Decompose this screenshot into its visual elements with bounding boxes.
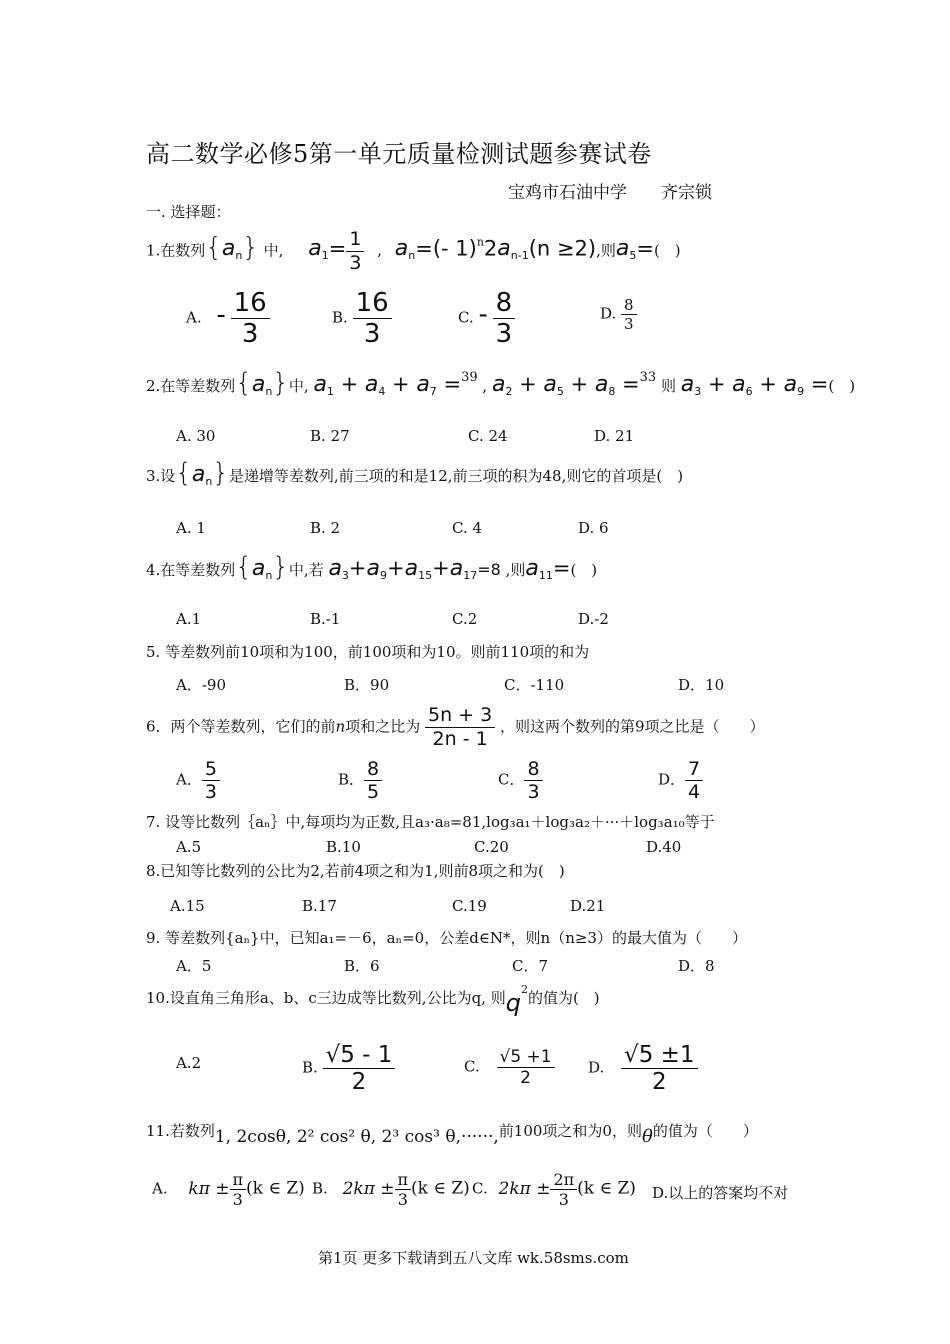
- q5-option-c: C．-110: [504, 676, 565, 694]
- q9-option-d: D．8: [678, 957, 715, 975]
- q3-option-d: D. 6: [578, 519, 609, 537]
- q1-option-b: B. $\frac{16}{3}$: [332, 288, 392, 349]
- q4-option-a: A.1: [176, 610, 202, 628]
- q7-option-a: A.5: [176, 838, 202, 856]
- q11-option-b: B. 2kπ ± $\frac{\pi}{3}$ (k ∈ Z): [312, 1170, 470, 1209]
- q7-option-c: C.20: [474, 838, 509, 856]
- question-10: 10.设直角三角形a、b、c三边成等比数列,公比为q, 则$q^2$的值为( ): [146, 983, 600, 1017]
- q4-option-c: C.2: [452, 610, 478, 628]
- q11-option-d: D.以上的答案均不对: [652, 1184, 789, 1202]
- q11-option-a: A. kπ ± $\frac{\pi}{3}$ (k ∈ Z): [152, 1170, 305, 1209]
- q5-option-d: D．10: [678, 676, 725, 694]
- question-5: 5. 等差数列前10项和为100，前100项和为10。则前110项的和为: [146, 643, 590, 661]
- q8-option-d: D.21: [570, 897, 606, 915]
- question-3: 3.设$\{a_n\}$是递增等差数列,前三项的和是12,前三项的积为48,则它的首项是( ): [146, 458, 684, 488]
- q2-option-b: B. 27: [310, 427, 350, 445]
- author-line: 宝鸡市石油中学 齐宗锁: [508, 183, 712, 203]
- q5-option-a: A．-90: [176, 676, 226, 694]
- q7-option-b: B.10: [326, 838, 361, 856]
- q3-option-a: A. 1: [176, 519, 206, 537]
- q2-option-a: A. 30: [176, 427, 216, 445]
- question-4: 4.在等差数列$\{a_n\}$中,若 $a_3+a_9+a_{15}+a_{17}=8$ ,则$a_{11}=$( ): [146, 552, 598, 582]
- section-heading: 一. 选择题：: [146, 203, 231, 221]
- q3-option-c: C. 4: [452, 519, 483, 537]
- question-11: 11.若数列1, 2cosθ, 2² cos² θ, 2³ cos³ θ,······,前100项之和为0，则θ的值为（ ）: [146, 1122, 758, 1147]
- q1-option-d: D. $\frac{8}{3}$: [600, 296, 637, 333]
- question-6: 6．两个等差数列，它们的前n项和之比为 $\frac{5n + 3}{2n - 1}$ ，则这两个数列的第9项之比是（ ）: [146, 704, 765, 750]
- q7-option-d: D.40: [646, 838, 682, 856]
- q10-option-a: A.2: [176, 1054, 202, 1072]
- q9-option-c: C．7: [512, 957, 549, 975]
- question-7: 7. 设等比数列｛aₙ｝中,每项均为正数,且a₃·a₈=81,log₃a₁＋log₃a₂＋···＋log₃a₁₀等于: [146, 813, 715, 831]
- q6-option-a: A． $\frac{5}{3}$: [176, 758, 220, 803]
- q8-option-c: C.19: [452, 897, 487, 915]
- question-9: 9. 等差数列{aₙ}中，已知a₁=－6，aₙ=0，公差d∈N*，则n（n≥3）的最大值为（ ）: [146, 929, 747, 947]
- question-1: 1.在数列$\{a_n\}$ 中, $a_1=$ $\frac{1}{3}$ , $a_n=(-$ $1)^n2a_{n-1}(n \ge 2)$,则$a_5=$( ): [146, 228, 681, 274]
- q1-option-a: A. - $\frac{16}{3}$: [186, 288, 270, 349]
- document-title: 高二数学必修5第一单元质量检测试题参赛试卷: [146, 140, 652, 168]
- q4-option-d: D.-2: [578, 610, 609, 628]
- q8-option-b: B.17: [302, 897, 337, 915]
- question-2: 2.在等差数列$\{a_n\}$中, $a_1 + a_4 + a_7 =39$ , $a_2 + a_5 + a_8 =33$ 则 $a_3 + a_6 + a_9$ =( ): [146, 368, 856, 398]
- q10-option-b: B. $\frac{√5 - 1}{2}$: [302, 1042, 395, 1095]
- page-footer: 第1页 更多下载请到五八文库 wk.58sms.com: [318, 1249, 629, 1267]
- q6-option-c: C． $\frac{8}{3}$: [498, 758, 543, 803]
- q10-option-d: D. $\frac{√5 \pm 1}{2}$: [588, 1042, 698, 1095]
- q10-option-c: C. $\frac{√5 +1}{2}$: [464, 1047, 555, 1088]
- question-8: 8.已知等比数列的公比为2,若前4项之和为1,则前8项之和为( ): [146, 862, 565, 880]
- q6-option-d: D． $\frac{7}{4}$: [658, 758, 703, 803]
- q8-option-a: A.15: [170, 897, 205, 915]
- q2-option-c: C. 24: [468, 427, 508, 445]
- q5-option-b: B．90: [344, 676, 390, 694]
- q2-option-d: D. 21: [594, 427, 635, 445]
- q9-option-b: B．6: [344, 957, 380, 975]
- q11-option-c: C. 2kπ ± $\frac{2\pi}{3}$ (k ∈ Z): [472, 1170, 636, 1209]
- q6-option-b: B． $\frac{8}{5}$: [338, 758, 382, 803]
- q9-option-a: A．5: [176, 957, 212, 975]
- q4-option-b: B.-1: [310, 610, 341, 628]
- q1-option-c: C. - $\frac{8}{3}$: [458, 288, 515, 349]
- q3-option-b: B. 2: [310, 519, 341, 537]
